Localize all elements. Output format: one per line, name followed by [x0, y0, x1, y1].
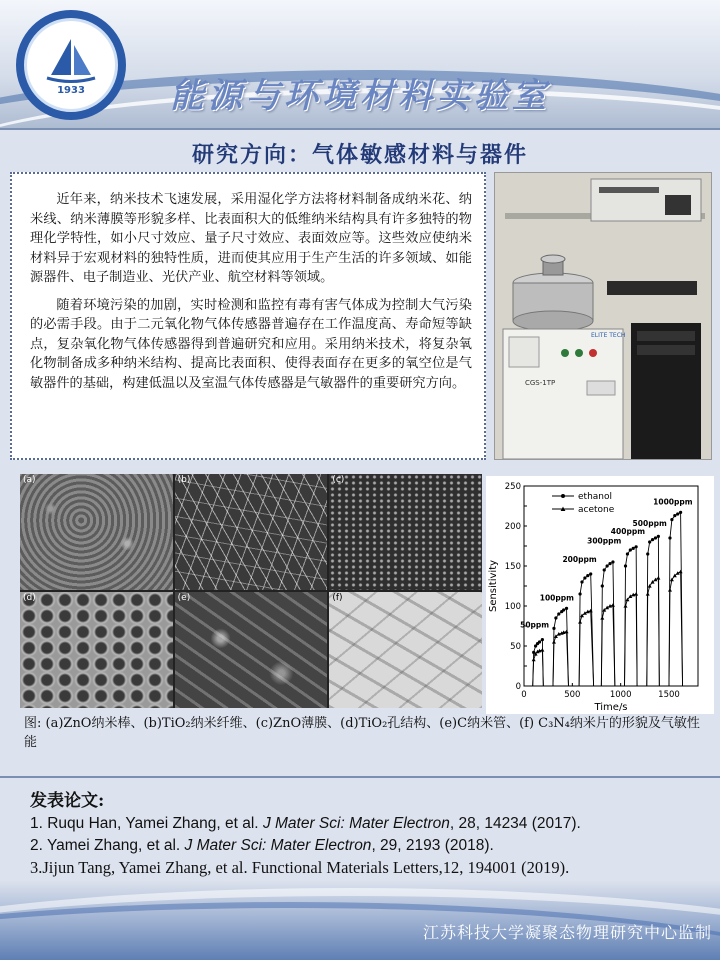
data-point-ethanol: [603, 568, 606, 571]
y-tick-label: 0: [515, 682, 521, 692]
data-point-ethanol: [668, 536, 671, 539]
data-point-acetone: [624, 604, 628, 608]
legend-label-acetone: acetone: [578, 505, 615, 515]
data-point-ethanol: [629, 548, 632, 551]
data-point-ethanol: [608, 562, 611, 565]
device-brand: ELITE TECH: [591, 332, 626, 339]
data-point-ethanol: [648, 540, 651, 543]
intro-paragraph-1: 近年来，纳米技术飞速发展，采用湿化学方法将材料制备成纳米花、纳米线、纳米薄膜等形貌多样、比表面积大的低维纳米结构具有许多独特的物理化学特性，如小尺寸效应、量子尺寸效应、表面效应等。这些效应使纳米材料异于宏观材料的独特性质，进而使其应用于生产生活的许多领域、如能源器件、电子制造业、光伏产业、航空材料等领域。: [30, 192, 472, 285]
publication-1-details: , 28, 14234 (2017).: [449, 815, 581, 832]
y-tick-label: 200: [504, 522, 521, 532]
legend-label-ethanol: ethanol: [578, 492, 612, 502]
concentration-label: 400ppm: [610, 527, 646, 536]
figure-caption: 图: (a)ZnO纳米棒、(b)TiO₂纳米纤维、(c)ZnO薄膜、(d)TiO₂孔结构、(e)C纳米管、(f) C₃N₄纳米片的形貌及气敏性能: [24, 716, 700, 750]
y-tick-label: 150: [504, 562, 521, 572]
device-label: CGS-1TP: [525, 379, 556, 387]
sem-panel-d: [20, 592, 173, 708]
sem-label-c: (c): [332, 475, 345, 485]
intro-text-box: [10, 172, 486, 460]
data-point-ethanol: [679, 511, 682, 514]
legend-marker-ethanol: [561, 494, 565, 498]
publication-2-details: , 29, 2193 (2018).: [371, 837, 494, 854]
equipment-illustration: [495, 173, 712, 460]
concentration-label: 50ppm: [520, 620, 550, 630]
y-axis-label: Sensitivity: [488, 559, 499, 613]
y-tick-label: 50: [510, 642, 521, 652]
header-divider: [0, 128, 720, 130]
data-point-ethanol: [562, 608, 565, 611]
x-tick-label: 1000: [609, 690, 632, 700]
data-point-acetone: [668, 588, 672, 592]
sem-panel-c: [329, 474, 482, 590]
data-point-ethanol: [565, 607, 568, 610]
publication-2-authors: 2. Yamei Zhang, et al.: [30, 837, 185, 854]
sem-panel-f: [329, 592, 482, 708]
data-point-ethanol: [601, 584, 604, 587]
sem-label-e: (e): [177, 593, 191, 603]
publication-1: [30, 813, 710, 835]
publications: [30, 786, 710, 879]
data-point-acetone: [646, 592, 650, 596]
sem-panel-b: [175, 474, 328, 590]
logo-emblem: [24, 18, 118, 112]
data-point-ethanol: [578, 592, 581, 595]
data-point-ethanol: [624, 564, 627, 567]
section-title: 研究方向：气体敏感材料与器件: [191, 142, 528, 168]
university-logo: [16, 10, 126, 120]
data-point-acetone: [565, 630, 569, 634]
data-point-ethanol: [580, 580, 583, 583]
data-point-ethanol: [552, 627, 555, 630]
sem-panel-a: [20, 474, 173, 590]
footer-credit: 江苏科技大学凝聚态物理研究中心监制: [422, 923, 712, 942]
concentration-label: 200ppm: [562, 555, 597, 564]
data-point-acetone: [589, 609, 593, 613]
data-point-ethanol: [583, 576, 586, 579]
publication-1-authors: 1. Ruqu Han, Yamei Zhang, et al.: [30, 815, 263, 832]
data-point-ethanol: [557, 612, 560, 615]
x-tick-label: 500: [564, 690, 581, 700]
data-point-ethanol: [589, 572, 592, 575]
sem-panel-e: [175, 592, 328, 708]
sem-image-grid: [20, 474, 482, 708]
data-point-ethanol: [635, 545, 638, 548]
sensitivity-chart-svg: [486, 476, 714, 714]
header-banner: [0, 0, 720, 128]
publication-3-citation: 3.Jijun Tang, Yamei Zhang, et al. Functional Materials Letters,12, 194001 (2019).: [30, 858, 570, 877]
data-point-ethanol: [676, 512, 679, 515]
logo-year: 1933: [57, 84, 85, 96]
data-point-acetone: [552, 640, 556, 644]
data-point-ethanol: [646, 552, 649, 555]
data-point-ethanol: [626, 552, 629, 555]
data-point-ethanol: [554, 616, 557, 619]
data-point-acetone: [578, 620, 582, 624]
publication-2-journal: J Mater Sci: Mater Electron: [184, 837, 372, 854]
data-point-ethanol: [541, 638, 544, 641]
data-point-acetone: [611, 603, 615, 607]
data-point-ethanol: [538, 640, 541, 643]
sem-label-b: (b): [177, 475, 191, 485]
data-point-ethanol: [654, 536, 657, 539]
data-point-ethanol: [606, 564, 609, 567]
concentration-label: 500ppm: [632, 519, 667, 528]
sensitivity-chart: [486, 476, 714, 714]
x-tick-label: 1500: [658, 690, 680, 700]
chart-frame: [524, 486, 698, 686]
sail-icon: [41, 35, 101, 87]
data-point-ethanol: [611, 560, 614, 563]
data-point-ethanol: [651, 538, 654, 541]
concentration-label: 100ppm: [539, 593, 574, 603]
publications-heading: 发表论文:: [30, 791, 105, 811]
concentration-label: 1000ppm: [653, 497, 693, 507]
papers-divider: [0, 776, 720, 778]
x-axis-label: Time/s: [594, 702, 628, 713]
data-point-ethanol: [673, 514, 676, 517]
publication-3: [30, 857, 710, 879]
sem-label-d: (d): [23, 593, 36, 603]
sem-label-f: (f): [332, 593, 343, 603]
footer-banner: [0, 880, 720, 960]
x-tick-label: 0: [521, 690, 527, 700]
data-point-acetone: [540, 648, 544, 652]
intro-paragraph-2: 随着环境污染的加剧，实时检测和监控有毒有害气体成为控制大气污染的必需手段。由于二元氧化物气体传感器普遍存在工作温度高、寿命短等缺点，复杂氧化物气体传感器得到普遍研究和应用。采用纳米技术，将复杂氧化物制备成多种纳米结构、提高比表面积、使得表面存在更多的氧空位是气敏器件的基础，构建低温以及室温气体传感器是气敏器件的重要研究方向。: [30, 297, 472, 391]
concentration-label: 300ppm: [587, 536, 622, 546]
sem-label-a: (a): [23, 475, 36, 485]
data-point-ethanol: [670, 518, 673, 521]
data-point-ethanol: [586, 574, 589, 577]
lab-title: 能源与环境材料实验室: [170, 76, 550, 116]
data-point-acetone: [634, 592, 638, 596]
publication-1-journal: J Mater Sci: Mater Electron: [262, 815, 450, 832]
data-point-acetone: [656, 576, 660, 580]
data-point-ethanol: [632, 547, 635, 550]
data-point-ethanol: [657, 535, 660, 538]
y-tick-label: 250: [504, 482, 521, 492]
gas-sensor-equipment-photo: [494, 172, 712, 460]
y-tick-label: 100: [504, 602, 521, 612]
publication-2: [30, 835, 710, 857]
data-point-acetone: [679, 570, 683, 574]
data-point-acetone: [532, 658, 536, 662]
data-point-acetone: [600, 616, 604, 620]
